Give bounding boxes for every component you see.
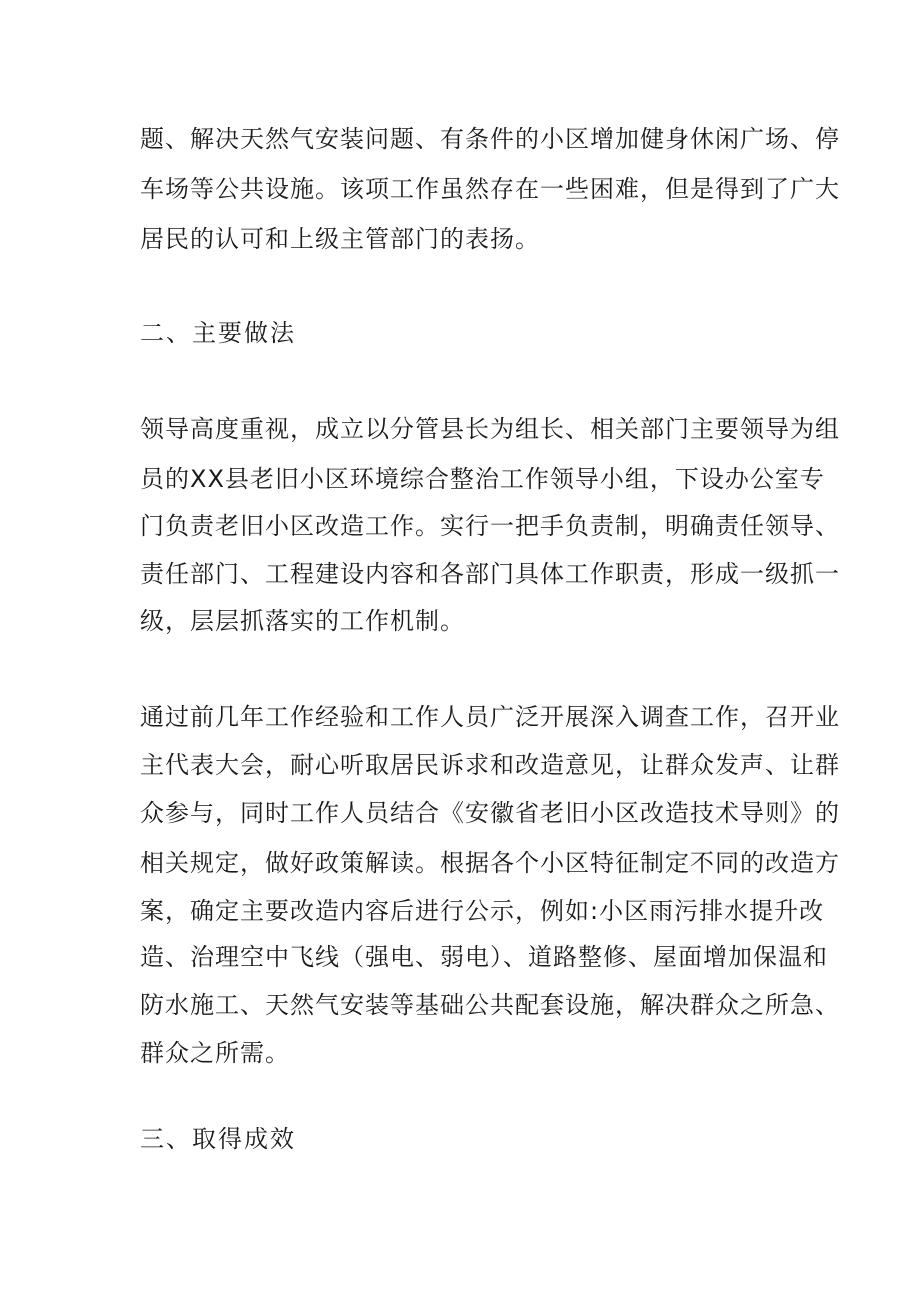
paragraph-1-line-2: 车场等公共设施。该项工作虽然存在一些困难，但是得到了广大 bbox=[140, 175, 840, 203]
paragraph-1-line-1: 题、解决天然气安装问题、有条件的小区增加健身休闲广场、停 bbox=[140, 125, 840, 153]
paragraph-3-line-4: 相关规定，做好政策解读。根据各个小区特征制定不同的改造方 bbox=[140, 849, 840, 877]
paragraph-2-line-3: 门负责老旧小区改造工作。实行一把手负责制，明确责任领导、 bbox=[140, 512, 840, 540]
section-heading-results: 三、取得成效 bbox=[140, 1125, 296, 1153]
paragraph-2-line-4: 责任部门、工程建设内容和各部门具体工作职责，形成一级抓一 bbox=[140, 560, 840, 588]
paragraph-3-line-8: 群众之所需。 bbox=[140, 1039, 290, 1067]
paragraph-3-line-7: 防水施工、天然气安装等基础公共配套设施，解决群众之所急、 bbox=[140, 991, 840, 1019]
paragraph-3-line-2: 主代表大会，耐心听取居民诉求和改造意见，让群众发声、让群 bbox=[140, 751, 840, 779]
paragraph-2-line-1: 领导高度重视，成立以分管县长为组长、相关部门主要领导为组 bbox=[140, 415, 840, 443]
paragraph-2-line-2: 员的XX县老旧小区环境综合整治工作领导小组，下设办公室专 bbox=[140, 465, 825, 493]
section-heading-main-methods: 二、主要做法 bbox=[140, 319, 296, 347]
paragraph-3-line-3: 众参与，同时工作人员结合《安徽省老旧小区改造技术导则》的 bbox=[140, 799, 840, 827]
paragraph-3-line-5: 案，确定主要改造内容后进行公示，例如:小区雨污排水提升改 bbox=[140, 897, 825, 925]
paragraph-3-line-6: 造、治理空中飞线（强电、弱电）、道路整修、屋面增加保温和 bbox=[140, 943, 828, 971]
paragraph-2-line-5: 级，层层抓落实的工作机制。 bbox=[140, 607, 465, 635]
paragraph-1-line-3: 居民的认可和上级主管部门的表扬。 bbox=[140, 225, 540, 253]
paragraph-3-line-1: 通过前几年工作经验和工作人员广泛开展深入调查工作，召开业 bbox=[140, 703, 840, 731]
